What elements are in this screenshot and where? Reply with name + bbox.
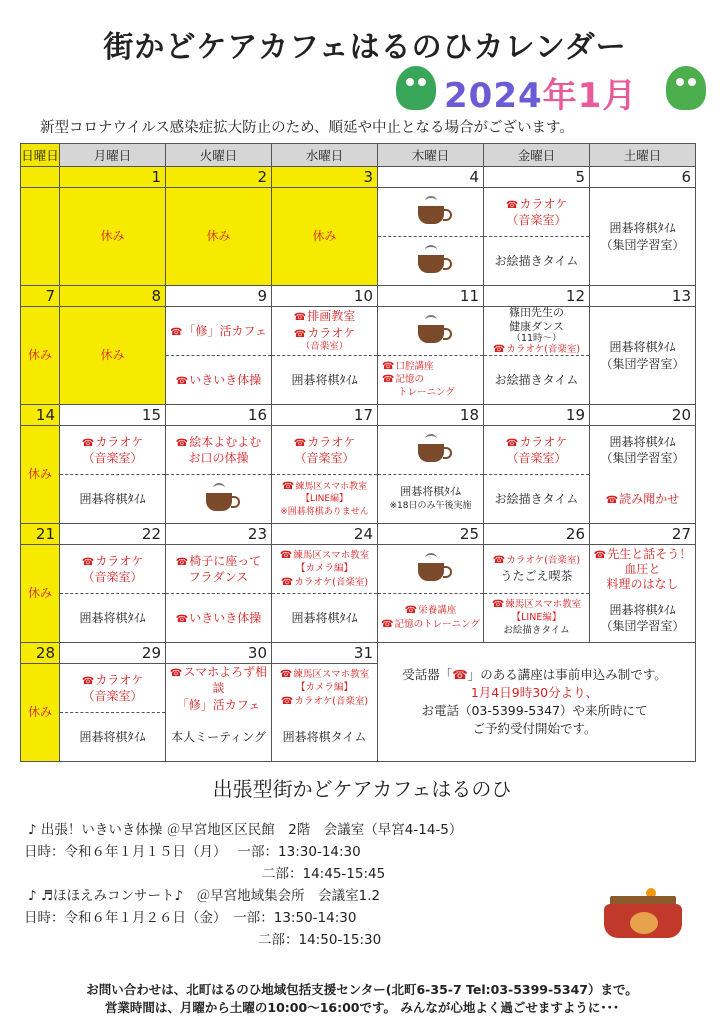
music-note-icon: ♪ [28, 822, 37, 838]
weekday-header: 日曜日 [21, 144, 60, 167]
event-row: 休み ☎ カラオケ （音楽室） 囲碁将棋ﾀｲﾑ ☎ 椅子に座って フラダンス ☎ いきいき体操 ☎ 練馬区スマホ教室 【カメラ編】 ☎ カラオケ(音楽室) 囲碁将棋ﾀｲﾑ ☎ 栄養講座 ☎ 記憶のトレーニング ☎ カラオケ(音楽室) うたごえ喫茶 ☎ 練馬区スマホ教室 【LINE編】 お絵描きタイム ☎ 先生と話そう！ 血圧と 料理のはなし 囲碁将棋ﾀｲﾑ （集団学習室） [21, 545, 696, 643]
dragon-icon [396, 66, 436, 110]
coffee-cup-icon [418, 325, 444, 343]
dragon-icon [666, 66, 706, 110]
date-number: 13 [590, 286, 696, 307]
closed-label: 休み [27, 586, 52, 601]
date-number: 1 [60, 167, 166, 188]
reservation-note: 受話器「☎」のある講座は事前申込み制です。 1月4日9時30分より、 お電話（03-5399-5347）や来所時にて ご予約受付開始です。 [378, 643, 696, 762]
date-number: 23 [166, 524, 272, 545]
month-banner [396, 66, 706, 114]
footer-hours: 営業時間は、月曜から土曜の10:00～16:00です。 みんなが心地よく過ごせますように･･･ [104, 1000, 620, 1015]
outreach-event-2-part2: 二部：14:50-15:30 [258, 932, 382, 948]
date-row [21, 405, 696, 426]
date-row [21, 167, 696, 188]
outreach-title: 出張型街かどケアカフェはるのひ [212, 777, 512, 801]
date-number: 18 [378, 405, 484, 426]
page-title: 街かどケアカフェはるのひカレンダー [103, 30, 627, 65]
date-number: 29 [60, 643, 166, 664]
date-number: 24 [272, 524, 378, 545]
month-label: 2024年1月 [444, 76, 638, 116]
date-number: 5 [484, 167, 590, 188]
date-number: 27 [590, 524, 696, 545]
date-number: 9 [166, 286, 272, 307]
date-number: 10 [272, 286, 378, 307]
date-number: 3 [272, 167, 378, 188]
coffee-cup-icon [206, 493, 232, 511]
event-row: 休み ☎ カラオケ （音楽室） 囲碁将棋ﾀｲﾑ ☎ スマホよろず相談 「修」活カフェ 本人ミーティング ☎ 練馬区スマホ教室 【カメラ編】 ☎ カラオケ(音楽室) 囲碁将棋タイム [21, 664, 696, 762]
weekday-header: 土曜日 [590, 144, 696, 167]
coffee-cup-icon [418, 206, 444, 224]
date-number: 26 [484, 524, 590, 545]
closed-label: 休み [27, 467, 52, 482]
outreach-event-1-part2: 二部：14:45-15:45 [262, 866, 386, 882]
date-row [21, 286, 696, 307]
date-number [21, 167, 60, 188]
date-number: 4 [378, 167, 484, 188]
date-number: 12 [484, 286, 590, 307]
coffee-cup-icon [418, 563, 444, 581]
weekday-header: 金曜日 [484, 144, 590, 167]
date-number: 7 [21, 286, 60, 307]
event-row: 休み ☎ カラオケ （音楽室） 囲碁将棋ﾀｲﾑ ☎ 絵本よむよむ お口の体操 ☎ カラオケ （音楽室） ☎ 練馬区スマホ教室 【LINE編】 ※囲碁将棋ありません 囲碁将棋ﾀｲﾑ ※18日のみ午後実施 ☎ カラオケ （音楽室） お絵描きタイム 囲碁将棋ﾀｲﾑ （集団学習室） ☎ 読み聞かせ [21, 426, 696, 524]
date-number: 14 [21, 405, 60, 426]
outreach-event-1: ♪ 出張！いきいき体操 ＠早宮地区区民館 2階 会議室（早宮4-14-5） [28, 822, 463, 838]
date-number: 17 [272, 405, 378, 426]
event-label: 囲碁将棋ﾀｲﾑ [609, 221, 676, 236]
outreach-event-2-date: 日時：令和６年１月２６日（金） 一部：13:50-14:30 [24, 910, 357, 926]
event-row: 休み 休み ☎ 「修」活カフェ ☎ いきいき体操 ☎ 排画教室 ☎ カラオケ （音楽室） 囲碁将棋ﾀｲﾑ ☎ 口腔講座 ☎ 記憶の トレーニング 篠田先生の 健康ダンス （11時～） ☎ カラオケ(音楽室) お絵描きタイム 囲碁将棋ﾀｲﾑ （集団学習室） [21, 307, 696, 405]
date-number: 22 [60, 524, 166, 545]
closed-label: 休み [312, 229, 337, 244]
weekday-header: 火曜日 [166, 144, 272, 167]
date-number: 20 [590, 405, 696, 426]
notice-text: 新型コロナウイルス感染症拡大防止のため、順延や中止となる場合がございます。 [40, 120, 574, 136]
outreach-event-2: ♪ ♬ほほえみコンサート♪ ＠早宮地域集会所 会議室1.2 [28, 888, 381, 904]
closed-label: 休み [27, 705, 52, 720]
outreach-event-1-date: 日時：令和６年１月１５日（月） 一部：13:30-14:30 [24, 844, 361, 860]
date-number: 11 [378, 286, 484, 307]
music-note-icon: ♪ [28, 888, 37, 904]
date-number: 28 [21, 643, 60, 664]
date-number: 21 [21, 524, 60, 545]
weekday-header: 木曜日 [378, 144, 484, 167]
event-label: 囲碁将棋ﾀｲﾑ [291, 372, 358, 387]
calendar-table [20, 143, 696, 762]
closed-label: 休み [100, 348, 125, 363]
event-label: ☎ 「修」活カフェ [170, 323, 267, 340]
date-number: 25 [378, 524, 484, 545]
date-number: 16 [166, 405, 272, 426]
date-number: 6 [590, 167, 696, 188]
date-number: 31 [272, 643, 378, 664]
coffee-cup-icon [418, 444, 444, 462]
event-label: ☎ カラオケ [506, 196, 567, 213]
event-label: お絵描きタイム [494, 253, 579, 268]
closed-label: 休み [100, 229, 125, 244]
date-number: 19 [484, 405, 590, 426]
event-label: ☎ いきいき体操 [176, 372, 261, 389]
date-number: 8 [60, 286, 166, 307]
event-label: お絵描きタイム [494, 372, 579, 387]
date-number: 15 [60, 405, 166, 426]
coffee-cup-icon [418, 255, 444, 273]
date-number: 30 [166, 643, 272, 664]
closed-label: 休み [206, 229, 231, 244]
date-number: 2 [166, 167, 272, 188]
event-row: 休み 休み 休み ☎ カラオケ （音楽室） お絵描きタイム 囲碁将棋ﾀｲﾑ （集団学習室） [21, 188, 696, 286]
kotatsu-cat-illustration [604, 888, 684, 942]
weekday-header: 月曜日 [60, 144, 166, 167]
date-row [21, 643, 696, 664]
footer-contact: お問い合わせは、北町はるのひ地域包括支援センター(北町6-35-7 Tel:03-5399-5347）まで。 [86, 982, 638, 997]
weekday-header-row [21, 144, 696, 167]
closed-label: 休み [27, 348, 52, 363]
weekday-header: 水曜日 [272, 144, 378, 167]
date-row [21, 524, 696, 545]
